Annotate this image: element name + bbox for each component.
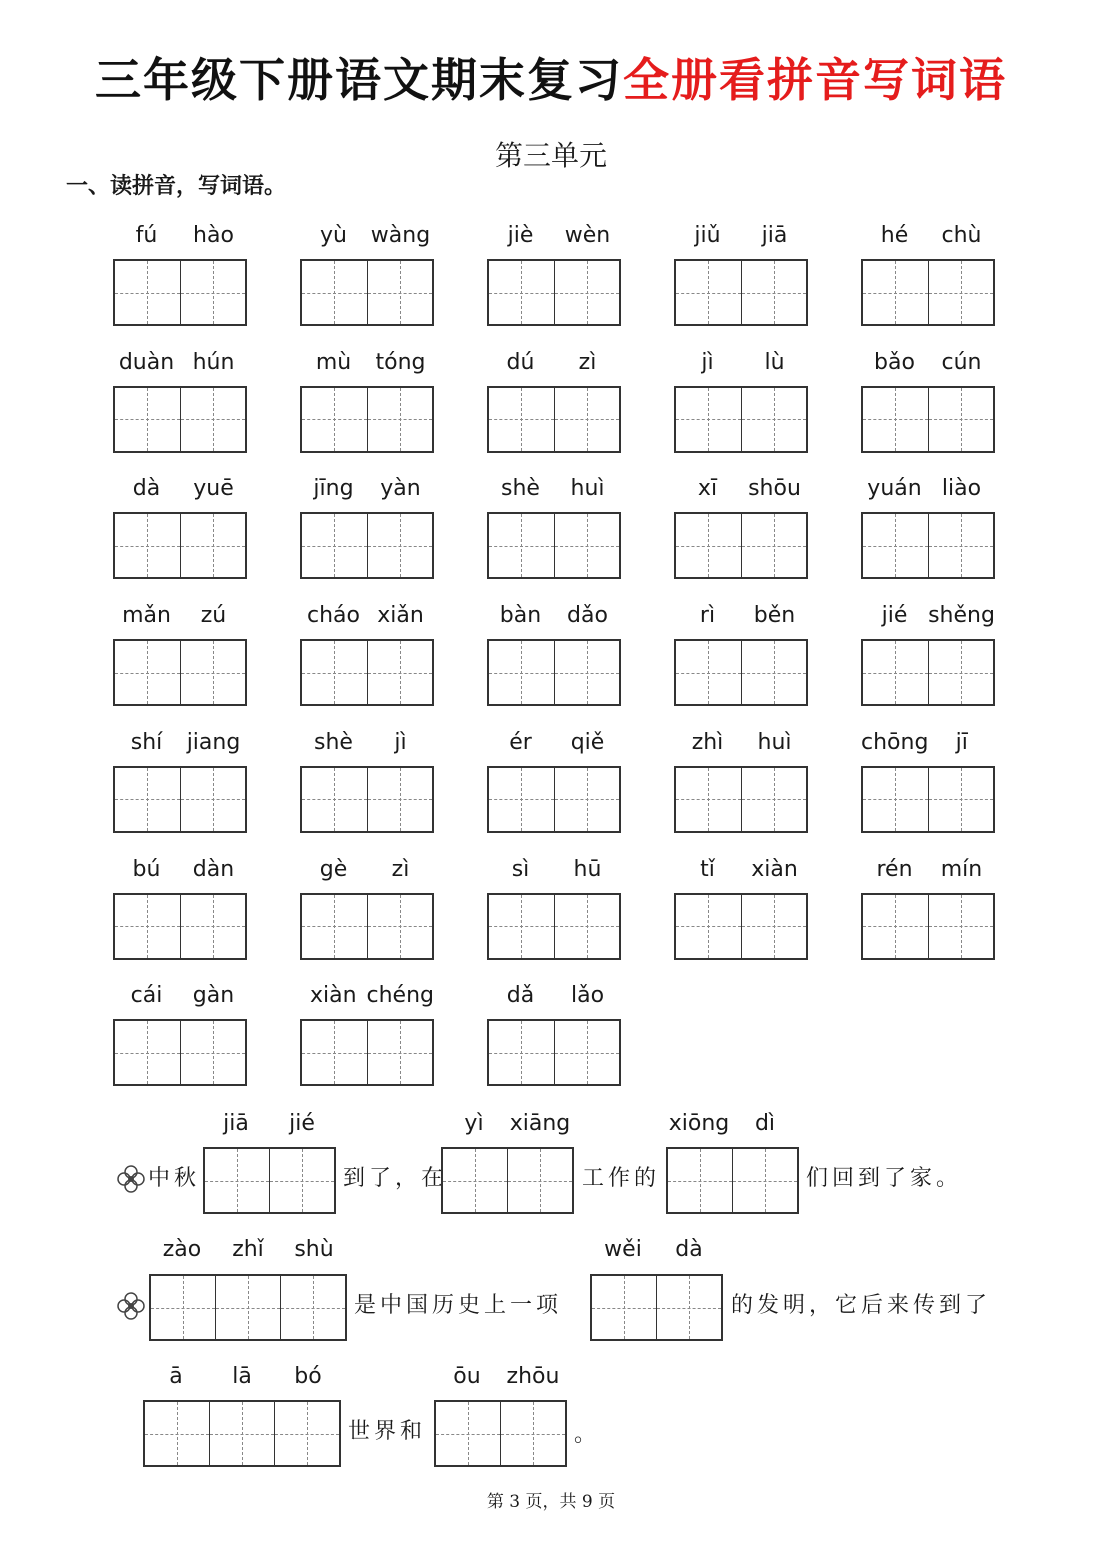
writing-cell[interactable]: [555, 388, 620, 451]
writing-cell[interactable]: [302, 261, 368, 324]
pinyin-syllable: dà: [132, 476, 161, 502]
writing-cell[interactable]: [145, 1402, 210, 1465]
pinyin-syllable: gàn: [192, 983, 235, 1009]
pinyin-syllable: xiāng: [509, 1111, 571, 1136]
pinyin-syllable: chōng: [861, 729, 929, 755]
writing-box[interactable]: [861, 386, 995, 453]
writing-cell[interactable]: [676, 388, 742, 451]
sentence2-blank2-box[interactable]: [590, 1274, 723, 1341]
pinyin-syllable: sì: [511, 856, 530, 882]
pinyin-syllable: shěng: [928, 603, 995, 629]
writing-box[interactable]: [487, 639, 621, 706]
writing-box[interactable]: [861, 766, 995, 833]
pinyin-syllable: ā: [169, 1364, 183, 1389]
pinyin-syllable: huì: [757, 729, 792, 755]
writing-cell[interactable]: [742, 641, 807, 704]
writing-cell[interactable]: [555, 1021, 620, 1084]
pinyin-label: [861, 220, 995, 252]
pinyin-syllable: hún: [192, 349, 235, 375]
pinyin-label: [487, 854, 621, 886]
pinyin-syllable: huì: [570, 476, 605, 502]
writing-cell[interactable]: [676, 261, 742, 324]
pinyin-syllable: yì: [464, 1111, 484, 1136]
pinyin-syllable: hé: [880, 223, 909, 248]
writing-box[interactable]: [861, 259, 995, 326]
page-title: [0, 50, 1102, 110]
sentence2-blank3-box[interactable]: [143, 1400, 341, 1467]
pinyin-label: [300, 727, 434, 759]
pinyin-syllable: xī: [697, 476, 718, 502]
writing-cell[interactable]: [742, 768, 807, 831]
writing-cell[interactable]: [302, 1021, 368, 1084]
pinyin-label: [113, 854, 247, 886]
pinyin-label: [674, 473, 808, 505]
pinyin-syllable: bǎo: [874, 349, 915, 375]
writing-cell[interactable]: [676, 641, 742, 704]
writing-cell[interactable]: [489, 261, 555, 324]
flower-icon: [116, 1164, 146, 1194]
pinyin-label: [861, 347, 995, 379]
pinyin-syllable: xiǎn: [377, 603, 424, 629]
pinyin-syllable: ér: [509, 729, 532, 755]
pinyin-syllable: yuē: [193, 476, 234, 502]
pinyin-syllable: lǎo: [570, 983, 605, 1009]
writing-box[interactable]: [300, 259, 434, 326]
pinyin-syllable: tóng: [375, 349, 426, 375]
pinyin-syllable: shù: [294, 1237, 334, 1262]
writing-box[interactable]: [674, 766, 808, 833]
writing-box[interactable]: [674, 512, 808, 579]
pinyin-syllable: zì: [391, 856, 410, 882]
writing-cell[interactable]: [368, 895, 433, 958]
pinyin-syllable: gè: [319, 856, 348, 882]
writing-cell[interactable]: [368, 768, 433, 831]
pinyin-label: [674, 347, 808, 379]
pinyin-label: [113, 727, 247, 759]
sentence1-mid2: 工作的: [582, 1166, 661, 1191]
writing-cell[interactable]: [742, 261, 807, 324]
writing-box[interactable]: [300, 386, 434, 453]
sentence2-mid3: 世界和: [348, 1419, 427, 1444]
flower-icon: [116, 1291, 146, 1321]
writing-cell[interactable]: [302, 514, 368, 577]
pinyin-syllable: zhì: [691, 729, 724, 755]
pinyin-syllable: běn: [753, 603, 796, 629]
writing-cell[interactable]: [216, 1276, 281, 1339]
writing-cell[interactable]: [302, 641, 368, 704]
pinyin-label: [300, 600, 434, 632]
pinyin-label: [674, 854, 808, 886]
sentence2-blank4-box[interactable]: [434, 1400, 567, 1467]
pinyin-syllable: jiā: [223, 1111, 249, 1136]
writing-cell[interactable]: [676, 895, 742, 958]
writing-cell[interactable]: [302, 895, 368, 958]
writing-cell[interactable]: [555, 768, 620, 831]
writing-cell[interactable]: [555, 895, 620, 958]
pinyin-syllable: dà: [675, 1237, 703, 1262]
writing-cell[interactable]: [181, 895, 246, 958]
sentence1-mid1: 到了，在: [343, 1166, 448, 1191]
writing-cell[interactable]: [555, 261, 620, 324]
writing-box[interactable]: [300, 1019, 434, 1086]
pinyin-syllable: xiàn: [309, 983, 357, 1009]
pinyin-syllable: rì: [699, 603, 716, 629]
pinyin-syllable: jī: [955, 729, 968, 755]
writing-cell[interactable]: [929, 261, 994, 324]
pinyin-syllable: wàng: [370, 223, 431, 248]
writing-cell[interactable]: [275, 1402, 339, 1465]
pinyin-syllable: xiàn: [751, 856, 798, 882]
writing-cell[interactable]: [151, 1276, 216, 1339]
pinyin-syllable: jì: [701, 349, 714, 375]
writing-cell[interactable]: [368, 261, 433, 324]
sentence1-prefix: 中秋: [148, 1166, 201, 1191]
pinyin-syllable: mín: [940, 856, 983, 882]
pinyin-syllable: jié: [881, 603, 908, 629]
writing-box[interactable]: [487, 766, 621, 833]
writing-box[interactable]: [674, 639, 808, 706]
writing-cell[interactable]: [733, 1149, 797, 1212]
writing-cell[interactable]: [270, 1149, 334, 1212]
writing-cell[interactable]: [863, 514, 929, 577]
writing-cell[interactable]: [742, 388, 807, 451]
pinyin-syllable: jiang: [186, 729, 241, 755]
pinyin-syllable: shí: [130, 729, 163, 755]
writing-box[interactable]: [674, 386, 808, 453]
writing-cell[interactable]: [929, 388, 994, 451]
writing-cell[interactable]: [181, 641, 246, 704]
pinyin-label: [861, 727, 995, 759]
writing-box[interactable]: [861, 639, 995, 706]
writing-cell[interactable]: [863, 388, 929, 451]
writing-cell[interactable]: [555, 514, 620, 577]
writing-cell[interactable]: [181, 768, 246, 831]
pinyin-syllable: dàn: [192, 856, 235, 882]
pinyin-syllable: bàn: [499, 603, 542, 629]
writing-cell[interactable]: [368, 388, 433, 451]
pinyin-syllable: cún: [941, 349, 982, 375]
sentence1-blank1-pinyin: [203, 1108, 335, 1140]
pinyin-label: [861, 473, 995, 505]
writing-box[interactable]: [113, 893, 247, 960]
pinyin-label: [487, 220, 621, 252]
pinyin-syllable: rén: [876, 856, 913, 882]
writing-cell[interactable]: [436, 1402, 501, 1465]
writing-cell[interactable]: [929, 514, 994, 577]
pinyin-syllable: jiǔ: [694, 223, 721, 248]
sentence2-mid1: 是中国历史上一项: [354, 1293, 563, 1318]
pinyin-label: [487, 347, 621, 379]
pinyin-label: [674, 220, 808, 252]
writing-box[interactable]: [487, 259, 621, 326]
writing-cell[interactable]: [668, 1149, 733, 1212]
pinyin-syllable: yàn: [380, 476, 421, 502]
pinyin-syllable: cái: [130, 983, 163, 1009]
pinyin-label: [674, 727, 808, 759]
writing-cell[interactable]: [205, 1149, 270, 1212]
pinyin-syllable: qiě: [570, 729, 605, 755]
sentence2-blank2-pinyin: [590, 1234, 722, 1266]
pinyin-syllable: mù: [315, 349, 352, 375]
writing-cell[interactable]: [742, 895, 807, 958]
writing-cell[interactable]: [929, 768, 994, 831]
pinyin-syllable: shōu: [748, 476, 801, 502]
pinyin-syllable: dú: [506, 349, 535, 375]
writing-cell[interactable]: [657, 1276, 721, 1339]
writing-cell[interactable]: [115, 388, 181, 451]
writing-cell[interactable]: [489, 1021, 555, 1084]
writing-box[interactable]: [113, 639, 247, 706]
writing-cell[interactable]: [489, 895, 555, 958]
writing-cell[interactable]: [676, 768, 742, 831]
page-footer: 第 3 页，共 9 页: [486, 1492, 616, 1512]
writing-cell[interactable]: [181, 514, 246, 577]
pinyin-label: [861, 600, 995, 632]
sentence2-blank4-pinyin: [434, 1361, 566, 1393]
pinyin-label: [113, 220, 247, 252]
pinyin-syllable: liào: [941, 476, 982, 502]
section-title: 一、读拼音，写词语。: [66, 174, 287, 199]
writing-cell[interactable]: [443, 1149, 508, 1212]
pinyin-syllable: yuán: [867, 476, 922, 502]
writing-cell[interactable]: [115, 1021, 181, 1084]
pinyin-syllable: dǎ: [506, 983, 535, 1009]
pinyin-syllable: chù: [941, 223, 982, 248]
writing-cell[interactable]: [501, 1402, 565, 1465]
pinyin-syllable: chéng: [366, 983, 434, 1009]
writing-cell[interactable]: [863, 768, 929, 831]
pinyin-syllable: zhǐ: [232, 1237, 264, 1262]
pinyin-syllable: hào: [193, 223, 234, 248]
pinyin-syllable: jīng: [313, 476, 354, 502]
writing-cell[interactable]: [368, 514, 433, 577]
pinyin-syllable: lù: [764, 349, 785, 375]
pinyin-syllable: zào: [162, 1237, 202, 1262]
title-part2: 全册看拼音写词语: [623, 53, 1007, 107]
writing-cell[interactable]: [210, 1402, 275, 1465]
pinyin-syllable: jì: [394, 729, 407, 755]
writing-box[interactable]: [487, 512, 621, 579]
writing-cell[interactable]: [863, 261, 929, 324]
writing-cell[interactable]: [489, 388, 555, 451]
pinyin-label: [300, 473, 434, 505]
writing-cell[interactable]: [302, 388, 368, 451]
pinyin-syllable: yù: [320, 223, 347, 248]
pinyin-label: [861, 854, 995, 886]
writing-box[interactable]: [300, 893, 434, 960]
writing-cell[interactable]: [555, 641, 620, 704]
pinyin-label: [300, 220, 434, 252]
writing-cell[interactable]: [115, 641, 181, 704]
pinyin-syllable: bó: [294, 1364, 322, 1389]
pinyin-syllable: mǎn: [122, 603, 171, 629]
pinyin-syllable: zì: [578, 349, 597, 375]
pinyin-label: [674, 600, 808, 632]
writing-cell[interactable]: [863, 895, 929, 958]
pinyin-label: [300, 854, 434, 886]
sentence2-suffix: 。: [574, 1422, 601, 1447]
pinyin-syllable: ōu: [453, 1364, 481, 1389]
pinyin-syllable: fú: [135, 223, 158, 248]
writing-cell[interactable]: [115, 768, 181, 831]
writing-box[interactable]: [300, 512, 434, 579]
writing-box[interactable]: [113, 259, 247, 326]
writing-box[interactable]: [674, 893, 808, 960]
pinyin-syllable: shè: [501, 476, 540, 502]
pinyin-label: [113, 347, 247, 379]
writing-box[interactable]: [113, 1019, 247, 1086]
pinyin-label: [300, 980, 434, 1012]
writing-cell[interactable]: [115, 261, 181, 324]
pinyin-label: [487, 600, 621, 632]
writing-box[interactable]: [861, 512, 995, 579]
pinyin-label: [113, 600, 247, 632]
pinyin-syllable: shè: [314, 729, 353, 755]
pinyin-syllable: jiè: [507, 223, 534, 248]
pinyin-syllable: jiā: [761, 223, 788, 248]
title-part1: 三年级下册语文期末复习: [95, 53, 623, 107]
pinyin-label: [487, 473, 621, 505]
writing-cell[interactable]: [489, 514, 555, 577]
writing-cell[interactable]: [508, 1149, 572, 1212]
sentence2-blank1-box[interactable]: [149, 1274, 347, 1341]
writing-cell[interactable]: [302, 768, 368, 831]
writing-cell[interactable]: [115, 514, 181, 577]
pinyin-syllable: hū: [573, 856, 602, 882]
unit-title: 第三单元: [494, 139, 607, 172]
sentence1-blank2-box[interactable]: [441, 1147, 574, 1214]
writing-box[interactable]: [487, 893, 621, 960]
writing-cell[interactable]: [489, 641, 555, 704]
sentence2-mid2: 的发明，它后来传到了: [731, 1293, 992, 1318]
writing-cell[interactable]: [929, 641, 994, 704]
writing-box[interactable]: [113, 766, 247, 833]
sentence1-blank3-box[interactable]: [666, 1147, 799, 1214]
writing-box[interactable]: [113, 512, 247, 579]
sentence2-blank1-pinyin: [149, 1234, 347, 1266]
writing-box[interactable]: [487, 1019, 621, 1086]
writing-box[interactable]: [113, 386, 247, 453]
pinyin-syllable: dì: [754, 1111, 776, 1136]
pinyin-label: [113, 473, 247, 505]
writing-box[interactable]: [300, 766, 434, 833]
writing-cell[interactable]: [368, 641, 433, 704]
pinyin-syllable: jié: [289, 1111, 315, 1136]
sentence1-blank1-box[interactable]: [203, 1147, 336, 1214]
pinyin-syllable: duàn: [118, 349, 175, 375]
sentence1-blank2-pinyin: [441, 1108, 573, 1140]
writing-cell[interactable]: [115, 895, 181, 958]
writing-cell[interactable]: [489, 768, 555, 831]
writing-cell[interactable]: [592, 1276, 657, 1339]
writing-cell[interactable]: [676, 514, 742, 577]
sentence1-blank3-pinyin: [666, 1108, 798, 1140]
writing-box[interactable]: [674, 259, 808, 326]
writing-cell[interactable]: [742, 514, 807, 577]
writing-box[interactable]: [487, 386, 621, 453]
pinyin-syllable: xiōng: [668, 1111, 730, 1136]
writing-cell[interactable]: [181, 388, 246, 451]
writing-cell[interactable]: [281, 1276, 345, 1339]
pinyin-syllable: zú: [200, 603, 227, 629]
writing-cell[interactable]: [181, 261, 246, 324]
pinyin-label: [300, 347, 434, 379]
writing-cell[interactable]: [181, 1021, 246, 1084]
writing-box[interactable]: [300, 639, 434, 706]
pinyin-syllable: zhōu: [506, 1364, 560, 1389]
writing-cell[interactable]: [863, 641, 929, 704]
writing-box[interactable]: [861, 893, 995, 960]
pinyin-syllable: wèn: [564, 223, 611, 248]
pinyin-syllable: bú: [132, 856, 161, 882]
pinyin-syllable: cháo: [307, 603, 360, 629]
writing-cell[interactable]: [929, 895, 994, 958]
sentence1-suffix: 们回到了家。: [806, 1166, 963, 1191]
pinyin-label: [487, 980, 621, 1012]
pinyin-label: [113, 980, 247, 1012]
writing-cell[interactable]: [368, 1021, 433, 1084]
sentence2-blank3-pinyin: [143, 1361, 341, 1393]
pinyin-syllable: wěi: [604, 1237, 642, 1262]
pinyin-syllable: dǎo: [567, 603, 608, 629]
pinyin-syllable: tǐ: [700, 856, 715, 882]
pinyin-syllable: lā: [232, 1364, 252, 1389]
pinyin-label: [487, 727, 621, 759]
